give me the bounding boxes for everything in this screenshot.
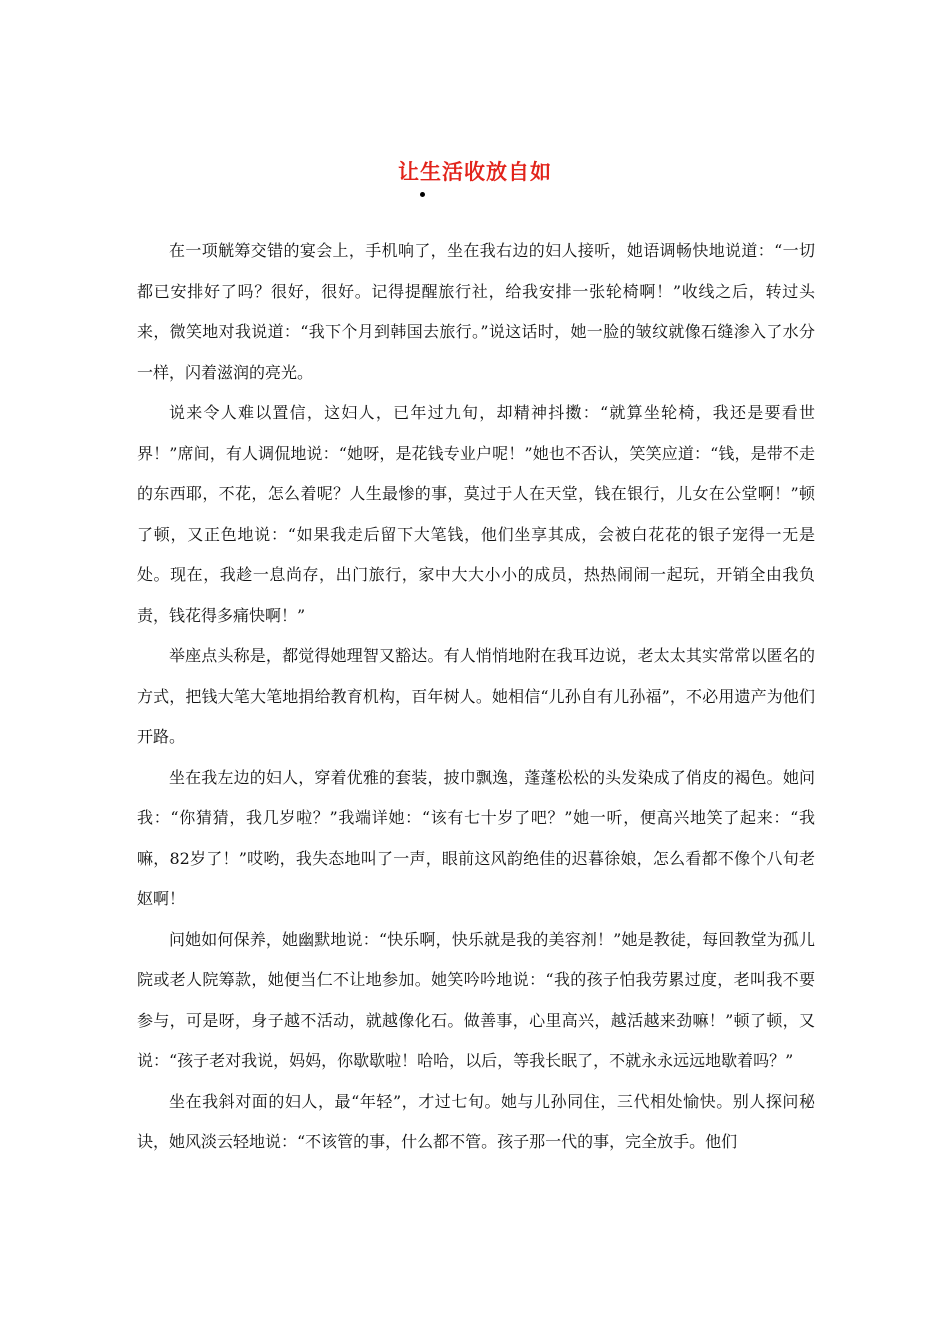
bullet-dot	[420, 192, 425, 197]
paragraph-6: 坐在我斜对面的妇人，最“年轻”，才过七旬。她与儿孙同住，三代相处愉快。别人探问秘诀，她风淡云轻地说：“不该管的事，什么都不管。孩子那一代的事，完全放手。他们	[137, 1091, 815, 1151]
paragraph-5: 问她如何保养，她幽默地说：“快乐啊，快乐就是我的美容剂！”她是教徒，每回教堂为孤儿院或老人院筹款，她便当仁不让地参加。她笑吟吟地说：“我的孩子怕我劳累过度，老叫我不要参与，可是呀，身子越不活动，就越像化石。做善事，心里高兴，越活越来劲嘛！”顿了顿，又说：“孩子老对我说，妈妈，你歇歇啦！哈哈，以后，等我长眠了，不就永永远远地歇着吗？”	[137, 929, 815, 1070]
article-body	[137, 231, 815, 1163]
paragraph-3: 举座点头称是，都觉得她理智又豁达。有人悄悄地附在我耳边说，老太太其实常常以匿名的方式，把钱大笔大笔地捐给教育机构，百年树人。她相信“儿孙自有儿孙福”，不必用遗产为他们开路。	[137, 646, 815, 746]
paragraph-1: 在一项觥筹交错的宴会上，手机响了，坐在我右边的妇人接听，她语调畅快地说道：“一切都已安排好了吗？很好，很好。记得提醒旅行社，给我安排一张轮椅啊！”收线之后，转过头来，微笑地对我说道：“我下个月到韩国去旅行。”说这话时，她一脸的皱纹就像石缝渗入了水分一样，闪着滋润的亮光。	[137, 241, 815, 382]
paragraph-2: 说来令人难以置信，这妇人，已年过九旬，却精神抖擞：“就算坐轮椅，我还是要看世界！”席间，有人调侃地说：“她呀，是花钱专业户呢！”她也不否认，笑笑应道：“钱，是带不走的东西耶，不花，怎么着呢？人生最惨的事，莫过于人在天堂，钱在银行，儿女在公堂啊！”顿了顿，又正色地说：“如果我走后留下大笔钱，他们坐享其成，会被白花花的银子宠得一无是处。现在，我趁一息尚存，出门旅行，家中大大小小的成员，热热闹闹一起玩，开销全由我负责，钱花得多痛快啊！”	[137, 403, 815, 625]
paragraph-4: 坐在我左边的妇人，穿着优雅的套装，披巾飘逸，蓬蓬松松的头发染成了俏皮的褐色。她问我：“你猜猜，我几岁啦？”我端详她：“该有七十岁了吧？”她一听，便高兴地笑了起来：“我嘛，82岁了！”哎哟，我失态地叫了一声，眼前这风韵绝佳的迟暮徐娘，怎么看都不像个八旬老妪啊！	[137, 767, 815, 908]
article-title: 让生活收放自如	[398, 160, 552, 184]
